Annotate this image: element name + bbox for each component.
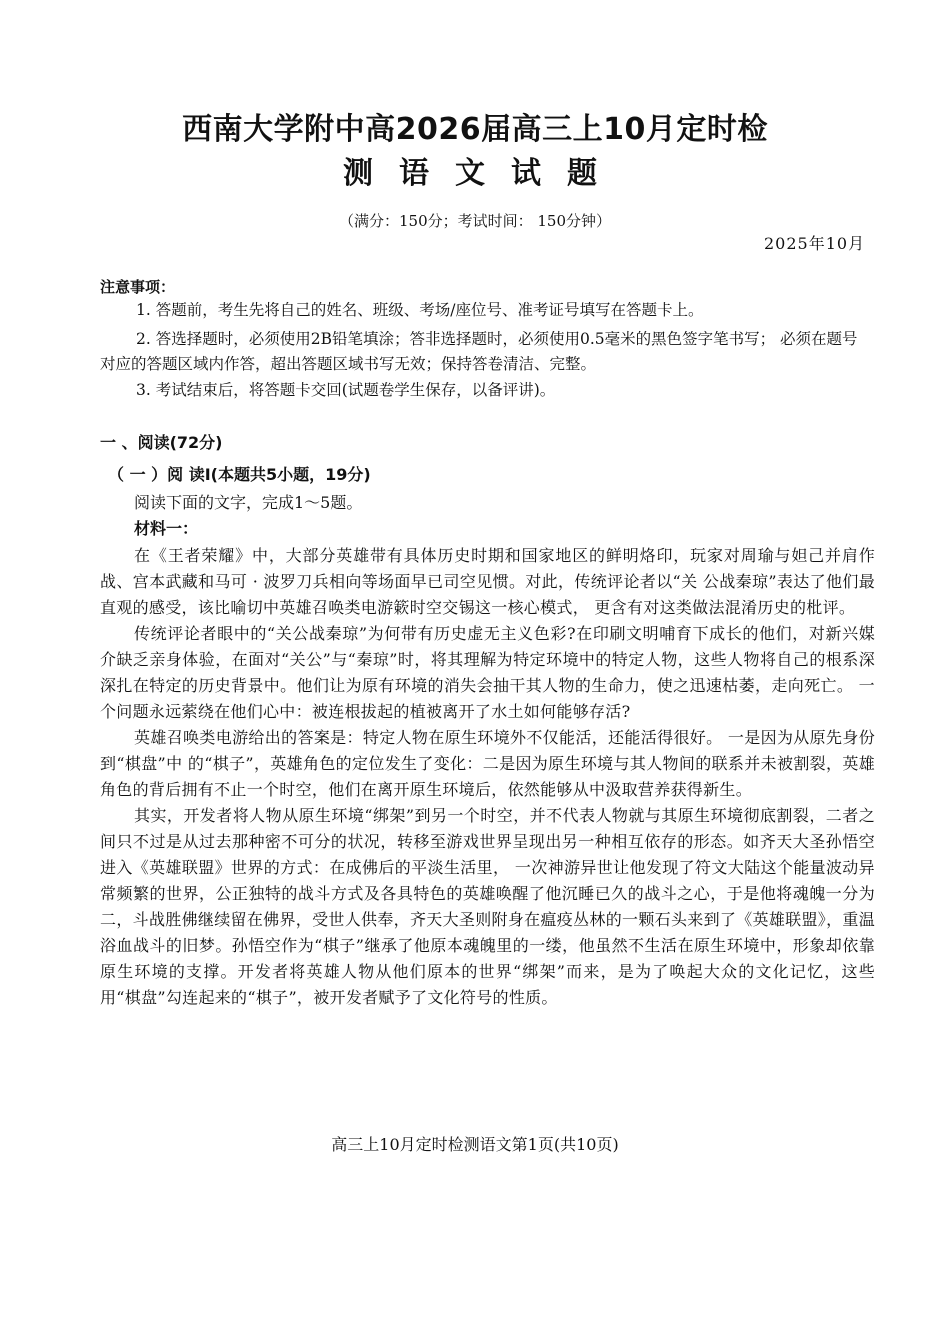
notice-heading: 注意事项：	[100, 278, 176, 296]
page-footer: 高三上10月定时检测语文第1页(共10页)	[331, 1135, 619, 1154]
notice-item-1: 1. 答题前，考生先将自己的姓名、班级、考场/座位号、准考证号填写在答题卡上。	[136, 301, 704, 319]
exam-title-line2: 测语文试题	[343, 156, 623, 191]
score-info: （满分：150分；考试时间： 150分钟）	[338, 212, 612, 230]
section-title: 一 、阅读(72分)	[100, 433, 223, 452]
passage-paragraph-4: 其实，开发者将人物从原生环境“绑架”到另一个时空，并不代表人物就与其原生环境彻底割裂，二者之间只不过是从过去那种密不可分的状况，转移至游戏世界呈现出另一种相互依存的形态。如齐天大圣孙悟空进入《英雄联盟》世界的方式：在成佛后的平淡生活里， 一次神游异世让他发现了符文大陆这个能量波动异常频繁的世界，公正独特的战斗方式及各具特色的英雄唤醒了他沉睡已久的战斗之心，于是他将魂魄一分为二，斗战胜佛继续留在佛界，受世人供奉，齐天大圣则附身在瘟疫丛林的一颗石头来到了《英雄联盟》，重温浴血战斗的旧梦。孙悟空作为“棋子”继承了他原本魂魄里的一缕，他虽然不生活在原生环境中，形象却依靠原生环境的支撑。开发者将英雄人物从他们原本的世界“绑架”而来，是为了唤起大众的文化记忆，这些用“棋盘”勾连起来的“棋子”，被开发者赋予了文化符号的性质。	[100, 806, 875, 1007]
reading-passage	[100, 543, 875, 1011]
passage-paragraph-2: 传统评论者眼中的“关公战秦琼”为何带有历史虚无主义色彩?在印刷文明哺育下成长的他们，对新兴媒介缺乏亲身体验，在面对“关公”与“秦琼”时，将其理解为特定环境中的特定人物，这些人物将自己的根系深深扎在特定的历史背景中。他们让为原有环境的消失会抽干其人物的生命力，使之迅速枯萎，走向死亡。 一个问题永远萦绕在他们心中：被连根拔起的植被离开了水土如何能够存活?	[100, 624, 875, 721]
exam-date: 2025年10月	[764, 234, 866, 253]
notice-item-3: 3. 考试结束后，将答题卡交回(试题卷学生保存，以备评讲)。	[136, 381, 556, 399]
notice-item-2: 2. 答选择题时，必须使用2B铅笔填涂；答非选择题时，必须使用0.5毫米的黑色签字笔书写； 必须在题号对应的答题区域内作答，超出答题区域书写无效；保持答卷清洁、完整。	[100, 330, 858, 373]
passage-paragraph-3: 英雄召唤类电游给出的答案是：特定人物在原生环境外不仅能活，还能活得很好。 一是因为从原先身份到“棋盘”中 的“棋子”，英雄角色的定位发生了变化：二是因为原生环境与其人物间的联系并未被割裂，英雄角色的背后拥有不止一个时空，他们在离开原生环境后，依然能够从中汲取营养获得新生。	[100, 728, 875, 799]
passage-paragraph-1: 在《王者荣耀》中，大部分英雄带有具体历史时期和国家地区的鲜明烙印，玩家对周瑜与妲己并肩作战、宫本武藏和马可 · 波罗刀兵相向等场面早已司空见惯。对此，传统评论者以“关 公战秦琼”表达了他们最直观的感受，该比喻切中英雄召唤类电游簌时空交锡这一核心模式， 更含有对这类做法混淆历史的枇评。	[100, 546, 875, 617]
reading-instruction: 阅读下面的文字，完成1～5题。	[134, 493, 363, 512]
subsection-title: （ 一 ）阅 读Ⅰ(本题共5小题，19分)	[108, 465, 371, 484]
exam-title-line1: 西南大学附中高2026届高三上10月定时检	[182, 112, 768, 147]
material-label: 材料一：	[134, 519, 199, 538]
